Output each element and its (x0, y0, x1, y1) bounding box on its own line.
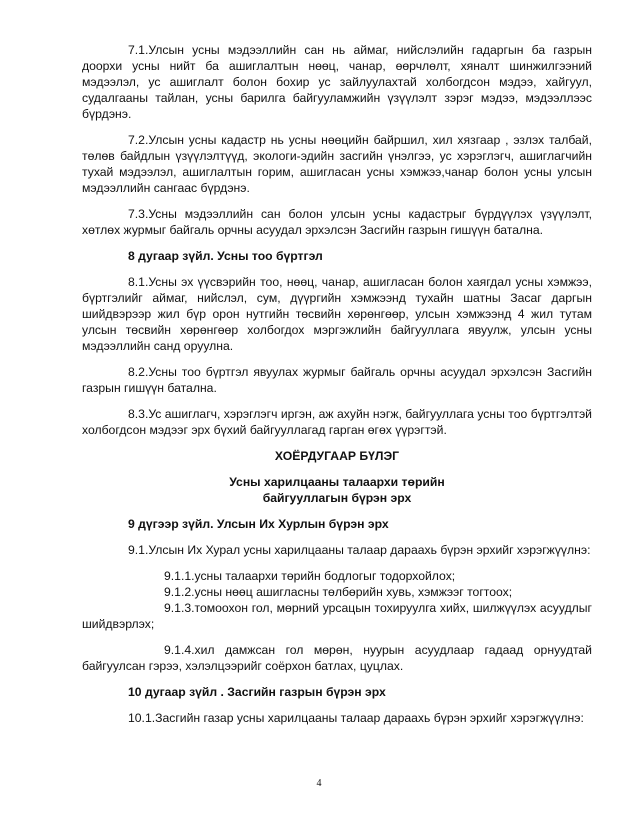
paragraph-10-1: 10.1.Засгийн газар усны харилцааны талаар дараахь бүрэн эрхийг хэрэгжүүлнэ: (128, 711, 584, 725)
paragraph-7-3: 7.3.Усны мэдээллийн сан болон улсын усны кадастрыг бүрдүүлэх үзүүлэлт, хөтлөх журмыг байгаль орчны асуудал эрхэлсэн Засгийн газрын гишүүн батална. (82, 207, 592, 237)
paragraph-7-1: 7.1.Улсын усны мэдээллийн сан нь аймаг, нийслэлийн гадаргын ба газрын доорхи усны нийт ба ашиглалтын нөөц, чанар, өөрчлөлт, хяналт шинжилгээний мэдээлэл, ус ашиглалт болон бохир ус зайлуулахтай холбогдсон мэдээ, хайгуул, судалгааны тайлан, усны барилга байгууламжийн үзүүлэлт зэрэг мэдээ, мэдээллээс бүрдэнэ. (82, 43, 592, 121)
document-body (82, 42, 592, 726)
article-10-heading: 10 дугаар зүйл . Засгийн газрын бүрэн эрх (128, 685, 386, 699)
page-number: 4 (316, 778, 322, 789)
paragraph-9-1-4: 9.1.4.хил дамжсан гол мөрөн, нуурын асуудлаар гадаад орнуудтай байгуулсан гэрээ, хэлэлцээрийг соёрхон батлах, цуцлах. (82, 643, 592, 673)
chapter-title-line-2: байгууллагын бүрэн эрх (262, 491, 412, 505)
paragraph-9-1: 9.1.Улсын Их Хурал усны харилцааны талаар дараахь бүрэн эрхийг хэрэгжүүлнэ: (128, 543, 591, 557)
article-9-heading: 9 дүгээр зүйл. Улсын Их Хурлын бүрэн эрх (128, 517, 389, 531)
paragraph-8-2: 8.2.Усны тоо бүртгэл явуулах журмыг байгаль орчны асуудал эрхэлсэн Засгийн газрын гишүүн батална. (82, 365, 592, 395)
chapter-title-line-1: Усны харилцааны талаархи төрийн (229, 475, 445, 489)
paragraph-8-1: 8.1.Усны эх үүсвэрийн тоо, нөөц, чанар, ашигласан болон хаягдал усны хэмжээ, бүртгэлийг аймаг, нийслэл, сум, дүүргийн хэмжээнд тухайн шатны Засаг даргын шийдвэрээр жил бүр орон нутгийн төсвийн хөрөнгөөр, улсын хэмжээнд 4 жил тутам улсын төсвийн хөрөнгөөр холбогдох мэргэжлийн байгууллага явуулж, улсын усны мэдээллийн санд оруулна. (82, 275, 592, 353)
chapter-heading: ХОЁРДУГААР БҮЛЭГ (274, 449, 400, 463)
paragraph-9-1-2: 9.1.2.усны нөөц ашигласны төлбөрийн хувь, хэмжээг тогтоох; (164, 585, 513, 599)
paragraph-9-1-1: 9.1.1.усны талаархи төрийн бодлогыг тодорхойлох; (164, 569, 456, 583)
paragraph-8-3: 8.3.Ус ашиглагч, хэрэглэгч иргэн, аж ахуйн нэгж, байгууллага усны тоо бүртгэлтэй холбогдсон мэдээг эрх бүхий байгууллагад гарган өгөх үүрэгтэй. (82, 407, 592, 437)
paragraph-7-2: 7.2.Улсын усны кадастр нь усны нөөцийн байршил, хил хязгаар , эзлэх талбай, төлөв байдлын үзүүлэлтүүд, экологи-эдийн засгийн үнэлгээ, ус хэрэглэгч, ашиглагчийн тухай мэдээлэл, ашиглалтын горим, ашигласан усны хэмжээ,чанар болон усны улсын мэдээллийн сангаас бүрдэнэ. (82, 133, 592, 195)
paragraph-9-1-3: 9.1.3.томоохон гол, мөрний урсацын тохируулга хийх, шилжүүлэх асуудлыг шийдвэрлэх; (82, 601, 592, 631)
article-8-heading: 8 дугаар зүйл. Усны тоо бүртгэл (128, 249, 323, 263)
